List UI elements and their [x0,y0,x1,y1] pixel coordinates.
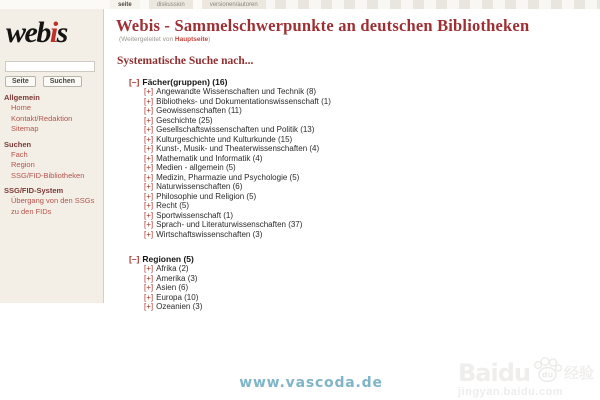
redirect-notice [119,36,600,44]
list-item [144,135,600,145]
main-content [105,9,600,400]
expand-toggle[interactable]: [+] [144,115,154,125]
collapse-toggle[interactable]: [–] [129,254,140,264]
sidebar-item-fach[interactable]: Fach [11,149,28,159]
list-item [144,163,600,173]
subject-link[interactable]: Mathematik und Informatik (4) [156,153,263,163]
vascoda-link[interactable]: www.vascoda.de [239,374,383,391]
subject-link[interactable]: Wirtschaftswissenschaften (3) [156,229,263,239]
expand-toggle[interactable]: [+] [144,201,154,210]
expand-toggle[interactable]: [+] [144,191,154,201]
list-item [144,97,600,107]
group-link[interactable]: Regionen (5) [142,254,194,264]
region-link[interactable]: Ozeanien (3) [156,302,203,311]
tab-seite[interactable]: seite [110,0,140,9]
baidu-logo-text: Baidu [458,358,530,387]
expand-toggle[interactable]: [+] [144,220,154,229]
subject-link[interactable]: Naturwissenschaften (6) [156,182,243,191]
expand-toggle[interactable]: [+] [144,283,154,292]
svg-text:du: du [541,370,554,380]
sidebar-item-home[interactable]: Home [11,103,32,112]
tabbar-stripe-decoration [252,0,600,9]
list-item [144,144,600,154]
subject-link[interactable]: Kunst-, Musik- und Theaterwissenschaften (4) [156,144,320,153]
region-link[interactable]: Europa (10) [156,292,199,302]
search-input[interactable] [5,61,95,72]
seite-button[interactable]: Seite [5,76,36,87]
subject-link[interactable]: Medien - allgemein (5) [156,163,236,172]
list-item [144,220,600,230]
subject-link[interactable]: Geschichte (25) [156,115,213,125]
expand-toggle[interactable]: [+] [144,273,154,283]
tab-versionen-autoren[interactable]: versionen/autoren [202,0,266,9]
expand-toggle[interactable]: [+] [144,134,154,144]
list-item [144,302,600,312]
search-button-row [5,76,103,87]
logo-text-accent: i [49,16,57,49]
list-item [144,230,600,240]
list-item [144,264,600,274]
subject-link[interactable]: Geowissenschaften (11) [156,106,242,115]
redirect-suffix: ) [208,36,211,43]
sidebar [0,9,104,303]
subject-link[interactable]: Angewandte Wissenschaften und Technik (8) [156,87,317,96]
redirect-prefix: (Weitergeleitet von [119,36,175,43]
logo-text-post: s [56,16,67,49]
expand-toggle[interactable]: [+] [144,210,154,220]
wiki-tabs [110,0,266,9]
expand-toggle[interactable]: [+] [144,302,154,311]
list-item [144,154,600,164]
expand-toggle[interactable]: [+] [144,87,154,96]
expand-toggle[interactable]: [+] [144,125,154,134]
suchen-button[interactable]: Suchen [43,76,82,87]
subject-link[interactable]: Recht (5) [156,201,190,210]
subject-link[interactable]: Bibliotheks- und Dokumentationswissenschaft (1) [156,96,331,106]
list-item [144,192,600,202]
region-list [144,264,600,312]
subject-groups-section [129,77,600,239]
page-title: Webis - Sammelschwerpunkte an deutschen Bibliotheken [116,16,530,35]
sidebar-nav [0,92,103,217]
subject-link[interactable]: Sportwissenschaft (1) [156,210,234,220]
list-item [144,201,600,211]
collapse-toggle[interactable]: [–] [129,77,140,87]
sidebar-item-uebergang-ssg-fid[interactable]: Übergang von den SSGs zu den FIDs [11,196,95,216]
subject-link[interactable]: Medizin, Pharmazie und Psychologie (5) [156,172,300,182]
expand-toggle[interactable]: [+] [144,292,154,302]
sidebar-item-kontakt-redaktion[interactable]: Kontakt/Redaktion [11,113,73,123]
subject-link[interactable]: Gesellschaftswissenschaften und Politik (13) [156,125,315,134]
subject-link[interactable]: Sprach- und Literaturwissenschaften (37) [156,220,303,229]
jingyan-cjk-text: 经验 [563,365,594,382]
list-item [144,125,600,135]
expand-toggle[interactable]: [+] [144,153,154,163]
list-item [144,106,600,116]
region-link[interactable]: Amerika (3) [156,273,198,283]
wiki-tab-bar [0,0,600,9]
list-item [144,211,600,221]
expand-toggle[interactable]: [+] [144,264,154,273]
expand-toggle[interactable]: [+] [144,163,154,172]
subject-link[interactable]: Kulturgeschichte und Kulturkunde (15) [156,134,293,144]
list-item [144,173,600,183]
expand-toggle[interactable]: [+] [144,182,154,191]
region-link[interactable]: Afrika (2) [156,264,189,273]
expand-toggle[interactable]: [+] [144,106,154,115]
sidebar-item-sitemap[interactable]: Sitemap [11,124,39,133]
group-header-regionen [129,254,600,264]
expand-toggle[interactable]: [+] [144,96,154,106]
list-item [144,283,600,293]
tab-diskussion[interactable]: diskussion [149,0,193,9]
expand-toggle[interactable]: [+] [144,172,154,182]
group-link[interactable]: Fächer(gruppen) (16) [142,77,228,87]
sidebar-item-region[interactable]: Region [11,160,35,169]
webis-logo[interactable] [6,17,103,49]
region-link[interactable]: Asien (6) [156,283,189,292]
list-item [144,87,600,97]
systematic-search-heading: Systematische Suche nach... [117,55,254,67]
expand-toggle[interactable]: [+] [144,229,154,239]
hauptseite-link[interactable]: Hauptseite [174,36,209,43]
nav-heading-suchen: Suchen [4,139,32,149]
subject-list [144,87,600,239]
nav-heading-allgemein: Allgemein [4,93,40,102]
group-header-faechergruppen [129,77,600,87]
nav-heading-ssg-fid-system: SSG/FID-System [4,186,64,195]
regions-section [129,254,600,312]
watermark-url: jingyan.baidu.com [458,386,564,398]
subject-link[interactable]: Philosophie und Religion (5) [156,191,257,201]
list-item [144,274,600,284]
footer [116,374,506,392]
expand-toggle[interactable]: [+] [144,144,154,153]
logo-text-pre: web [6,16,50,49]
list-item [144,116,600,126]
list-item [144,293,600,303]
list-item [144,182,600,192]
sidebar-item-ssg-fid-bibliotheken[interactable]: SSG/FID-Bibliotheken [11,170,85,180]
